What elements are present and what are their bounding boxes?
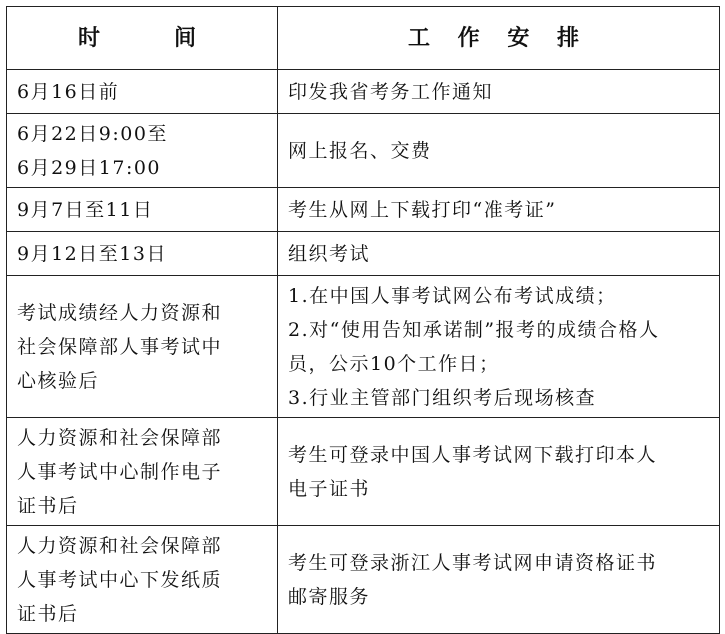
task-line: 考生可登录浙江人事考试网申请资格证书 <box>288 551 658 574</box>
table-row <box>7 188 720 232</box>
time-line: 人事考试中心制作电子 <box>17 460 223 483</box>
task-line: 电子证书 <box>288 477 371 500</box>
table-row <box>7 526 720 634</box>
time-line: 人力资源和社会保障部 <box>17 426 223 449</box>
time-line: 考试成绩经人力资源和 <box>17 301 223 324</box>
task-line: 考生从网上下载打印“准考证” <box>288 198 557 221</box>
task-cell <box>278 276 720 418</box>
time-line: 6月29日17:00 <box>17 156 162 179</box>
task-line: 1.在中国人事考试网公布考试成绩； <box>288 284 617 307</box>
task-line: 2.对“使用告知承诺制”报考的成绩合格人 <box>288 318 660 341</box>
time-line: 9月7日至11日 <box>17 198 154 221</box>
time-cell <box>7 188 278 232</box>
time-cell <box>7 418 278 526</box>
time-line: 6月22日9:00至 <box>17 122 168 145</box>
task-line: 3.行业主管部门组织考后现场核查 <box>288 386 597 409</box>
time-cell <box>7 276 278 418</box>
table-row <box>7 232 720 276</box>
table-row <box>7 418 720 526</box>
task-cell <box>278 188 720 232</box>
task-cell <box>278 70 720 114</box>
task-line: 网上报名、交费 <box>288 139 432 162</box>
time-line: 9月12日至13日 <box>17 242 167 265</box>
task-cell <box>278 526 720 634</box>
schedule-table <box>6 6 720 634</box>
task-cell <box>278 114 720 188</box>
time-line: 心核验后 <box>17 369 100 392</box>
task-line: 员，公示10个工作日； <box>288 352 500 375</box>
time-line: 社会保障部人事考试中 <box>17 335 223 358</box>
table-header-row <box>7 7 720 70</box>
time-cell <box>7 232 278 276</box>
header-task: 工 作 安 排 <box>278 7 720 70</box>
task-line: 邮寄服务 <box>288 585 371 608</box>
task-cell <box>278 232 720 276</box>
task-cell <box>278 418 720 526</box>
time-line: 6月16日前 <box>17 80 120 103</box>
time-line: 人事考试中心下发纸质 <box>17 568 223 591</box>
time-line: 证书后 <box>17 494 79 517</box>
table-row <box>7 114 720 188</box>
time-cell <box>7 70 278 114</box>
time-cell <box>7 526 278 634</box>
time-cell <box>7 114 278 188</box>
time-line: 证书后 <box>17 602 79 625</box>
task-line: 印发我省考务工作通知 <box>288 80 494 103</box>
table-row <box>7 70 720 114</box>
task-line: 组织考试 <box>288 242 371 265</box>
table-row <box>7 276 720 418</box>
task-line: 考生可登录中国人事考试网下载打印本人 <box>288 443 658 466</box>
header-time: 时 间 <box>7 7 278 70</box>
time-line: 人力资源和社会保障部 <box>17 534 223 557</box>
